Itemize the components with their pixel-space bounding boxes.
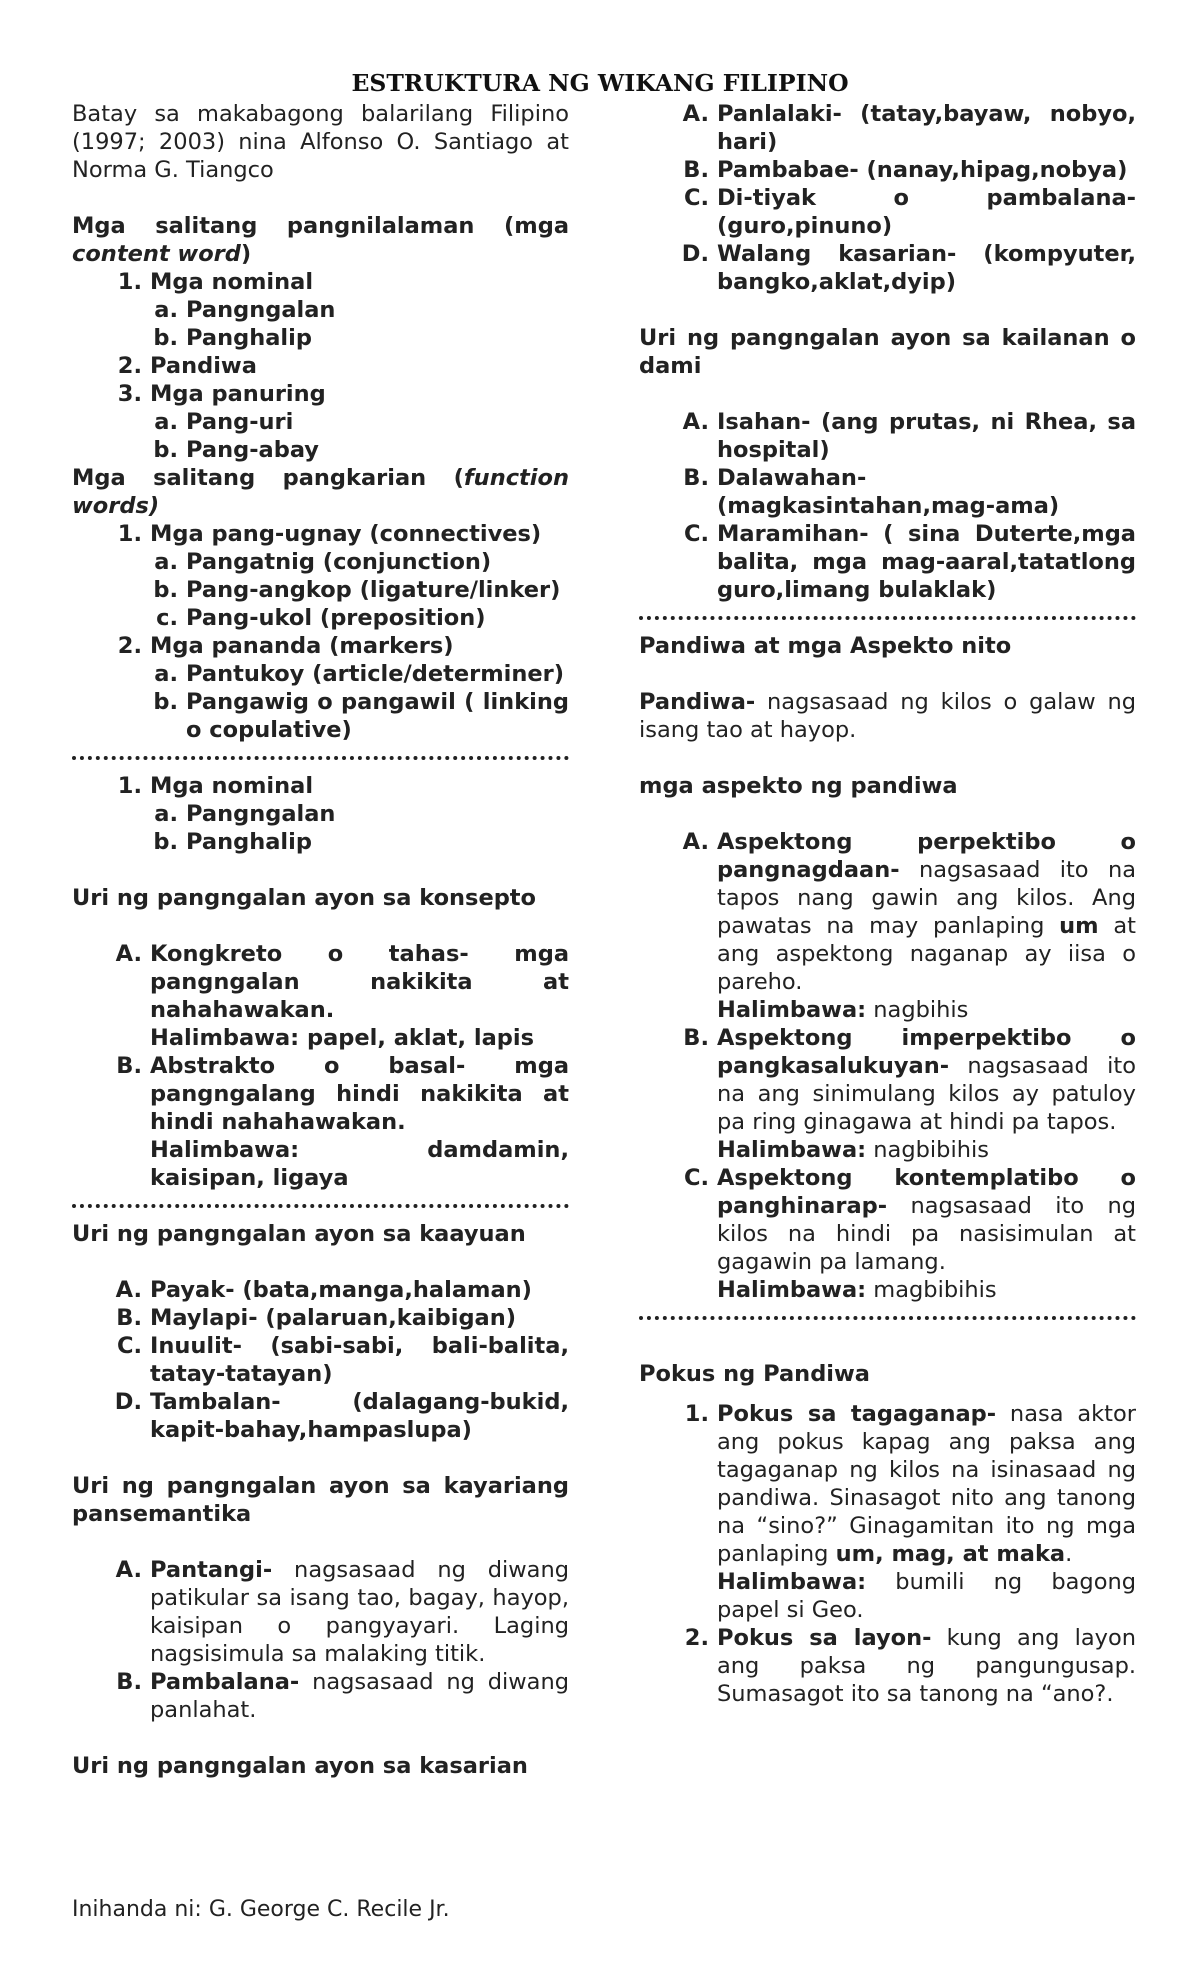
- list-item: b. Panghalip: [153, 829, 312, 855]
- list-item: B. Pambabae- (nanay,hipag,nobya): [683, 157, 1128, 183]
- list-item: 1. Mga pang-ugnay (connectives): [117, 521, 542, 547]
- function-words-heading: Mga salitang pangkarian (function words): [72, 465, 569, 519]
- dotted-divider: [72, 1192, 569, 1220]
- pandiwa-definition: Pandiwa- nagsasaad ng kilos o galaw ng isang tao at hayop.: [639, 689, 1136, 743]
- intro-text: Batay sa makabagong balarilang Filipino (1997; 2003) nina Alfonso O. Santiago at Norma G. Tiangco: [72, 101, 569, 183]
- list-item: b. Pangawig o pangawil ( linking o copulative): [153, 689, 569, 743]
- list-item: B. Dalawahan- (magkasintahan,mag-ama): [683, 465, 1060, 519]
- dotted-divider: [72, 744, 569, 772]
- list-item: 1. Mga nominal: [117, 269, 314, 295]
- list-item: C. Inuulit- (sabi-sabi, bali-balita, tatay-tatayan): [116, 1333, 569, 1387]
- list-item: a. Pangatnig (conjunction): [154, 549, 492, 575]
- list-item: a. Pangngalan: [154, 297, 336, 323]
- list-item: 1. Pokus sa tagaganap- nasa aktor ang pokus kapag ang paksa ang tagaganap ng kilos na isinasaad ng pandiwa. Sinasagot nito ang tanong na “sino?” Ginagamitan ito ng mga panlaping um, mag, at maka. Halimbawa: bumili ng bagong papel si Geo.: [684, 1401, 1136, 1623]
- list-item: A. Panlalaki- (tatay,bayaw, nobyo, hari): [682, 101, 1136, 155]
- list-item: b. Panghalip: [153, 325, 312, 351]
- list-item: B. Maylapi- (palaruan,kaibigan): [116, 1305, 517, 1331]
- list-item: A. Isahan- (ang prutas, ni Rhea, sa hospital): [682, 409, 1136, 463]
- kasarian-heading: Uri ng pangngalan ayon sa kasarian: [72, 1753, 528, 1779]
- document-title: ESTRUKTURA NG WIKANG FILIPINO: [351, 69, 849, 97]
- list-item: b. Pang-abay: [153, 437, 319, 463]
- list-item: B. Abstrakto o basal- mga pangngalang hindi nakikita at hindi nahahawakan. Halimbawa: damdamin, kaisipan, ligaya: [116, 1053, 569, 1191]
- pokus-heading: Pokus ng Pandiwa: [639, 1361, 870, 1387]
- list-item: D. Walang kasarian- (kompyuter, bangko,aklat,dyip): [681, 241, 1136, 295]
- list-item: a. Pantukoy (article/determiner): [154, 661, 565, 687]
- list-item: c. Pang-ukol (preposition): [156, 605, 486, 631]
- list-item: a. Pang-uri: [154, 409, 294, 435]
- dotted-divider: [639, 1304, 1136, 1332]
- list-item: A. Kongkreto o tahas- mga pangngalan nakikita at nahahawakan. Halimbawa: papel, aklat, lapis: [115, 941, 569, 1051]
- kaayuan-heading: Uri ng pangngalan ayon sa kaayuan: [72, 1221, 526, 1247]
- dotted-divider: [639, 604, 1136, 632]
- list-item: D. Tambalan- (dalagang-bukid, kapit-bahay,hampaslupa): [114, 1389, 569, 1443]
- pansemantika-heading: Uri ng pangngalan ayon sa kayariang pansemantika: [72, 1473, 569, 1527]
- kailanan-heading: Uri ng pangngalan ayon sa kailanan o dami: [639, 325, 1136, 379]
- left-column: [72, 100, 569, 1780]
- pandiwa-heading: Pandiwa at mga Aspekto nito: [639, 633, 1012, 659]
- list-item: A. Payak- (bata,manga,halaman): [115, 1277, 532, 1303]
- list-item: C. Maramihan- ( sina Duterte,mga balita, mga mag-aaral,tatatlong guro,limang bulaklak): [683, 521, 1136, 603]
- right-column: [639, 100, 1136, 1708]
- prepared-by: Inihanda ni: G. George C. Recile Jr.: [72, 1897, 450, 1922]
- aspekto-heading: mga aspekto ng pandiwa: [639, 773, 958, 799]
- list-item: 3. Mga panuring: [117, 381, 326, 407]
- list-item: 2. Pokus sa layon- kung ang layon ang paksa ng pangungusap. Sumasagot ito sa tanong na “ano?.: [684, 1625, 1137, 1707]
- content-words-heading: Mga salitang pangnilalaman (mga content word): [72, 213, 569, 267]
- list-item: a. Pangngalan: [154, 801, 336, 827]
- list-item: B. Pambalana- nagsasaad ng diwang panlahat.: [116, 1669, 569, 1723]
- list-item: C. Aspektong kontemplatibo o panghinarap- nagsasaad ito ng kilos na hindi pa nasisimulan at gagawin pa lamang. Halimbawa: magbibihis: [683, 1165, 1136, 1303]
- list-item: A. Aspektong perpektibo o pangnagdaan- nagsasaad ito na tapos nang gawin ang kilos. Ang pawatas na may panlaping um at ang aspektong naganap ay iisa o pareho. Halimbawa: nagbihis: [682, 829, 1136, 1023]
- list-item: b. Pang-angkop (ligature/linker): [153, 577, 561, 603]
- list-item: B. Aspektong imperpektibo o pangkasalukuyan- nagsasaad ito na ang sinimulang kilos ay patuloy pa ring ginagawa at hindi pa tapos. Halimbawa: nagbibihis: [683, 1025, 1136, 1163]
- list-item: 2. Mga pananda (markers): [117, 633, 454, 659]
- konsepto-heading: Uri ng pangngalan ayon sa konsepto: [72, 885, 537, 911]
- list-item: A. Pantangi- nagsasaad ng diwang patikular sa isang tao, bagay, hayop, kaisipan o pangyayari. Laging nagsisimula sa malaking titik.: [115, 1557, 569, 1667]
- list-item: 2. Pandiwa: [117, 353, 257, 379]
- list-item: 1. Mga nominal: [117, 773, 314, 799]
- list-item: C. Di-tiyak o pambalana- (guro,pinuno): [683, 185, 1136, 239]
